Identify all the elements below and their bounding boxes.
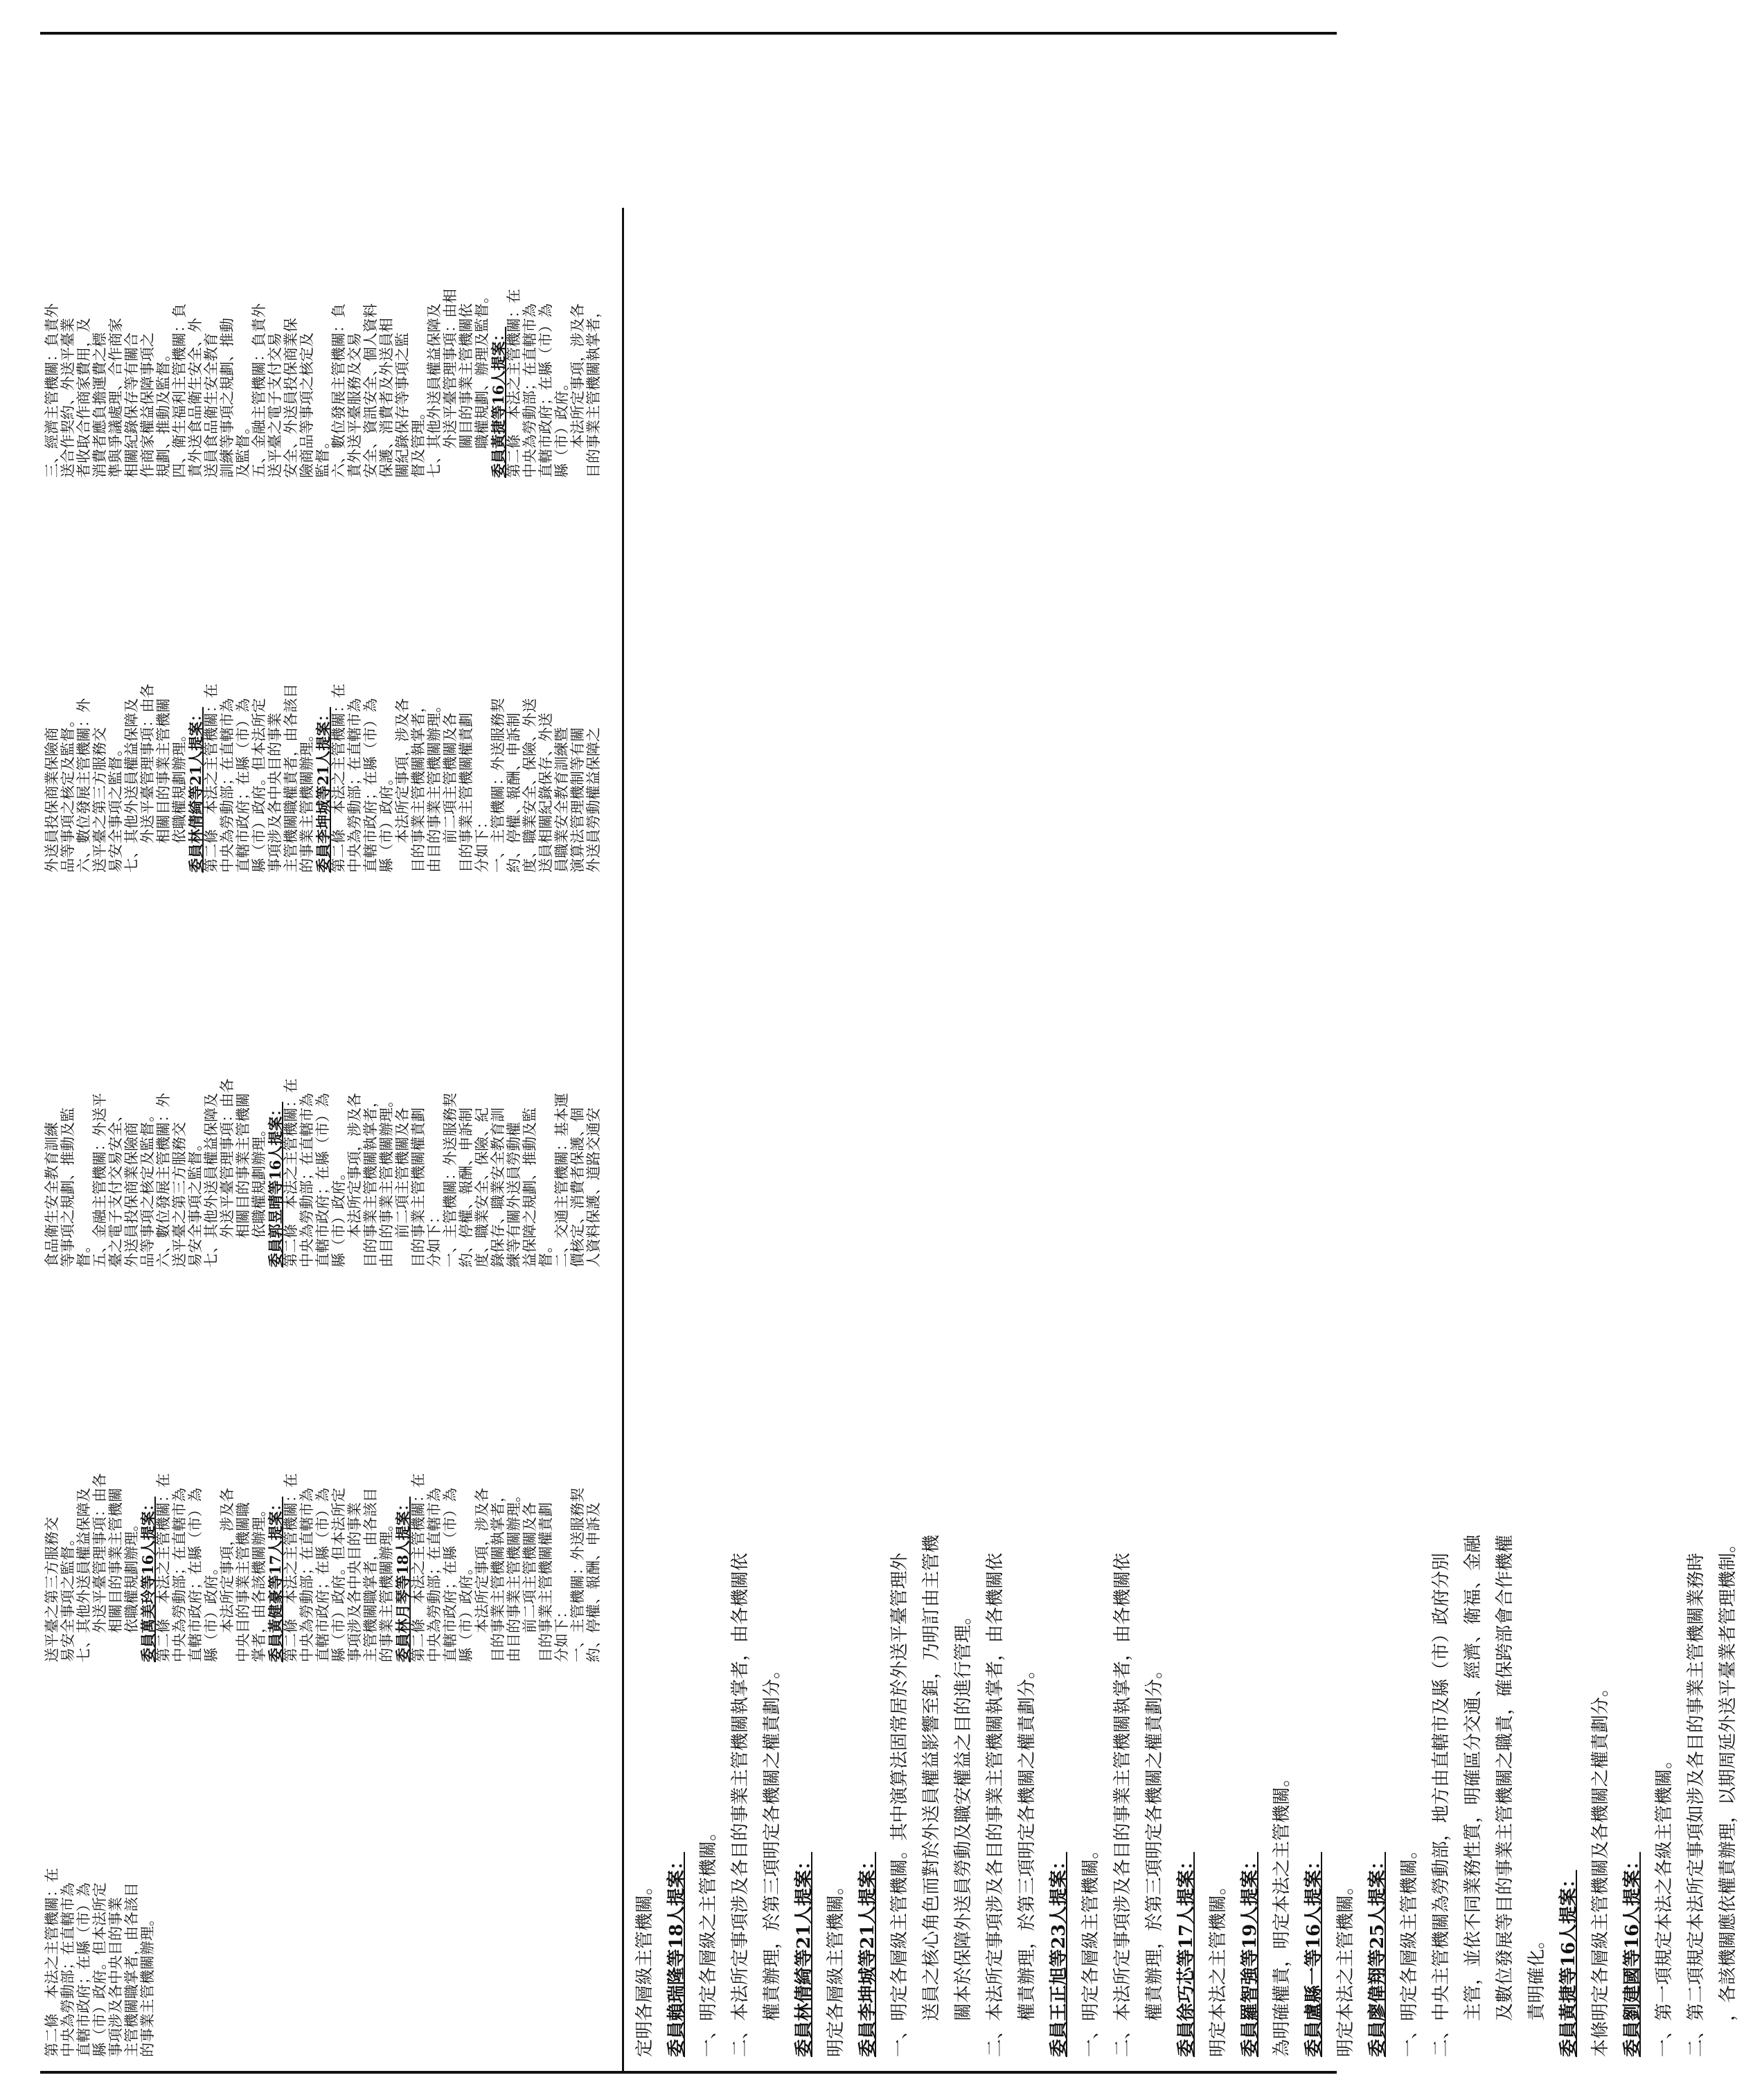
text-line: 責外送食品衛生安全、外: [187, 318, 204, 478]
proposer-heading: 委員李坤城等21人提案：: [314, 706, 332, 873]
text-line: 第二條 本法之主管機關：在: [330, 684, 347, 873]
text-line: 外送平臺管理事項：由相: [442, 289, 459, 478]
proposal-column: [44, 485, 602, 873]
text-line: 分如下：: [474, 815, 490, 873]
text-line: 督。: [537, 1238, 554, 1267]
text-line: 第二條 本法之主管機關：在: [283, 1473, 299, 1662]
text-line: 的事業主管機關辦理。: [378, 1517, 395, 1662]
text-line: 七、其他外送員權益保障及: [123, 698, 140, 873]
text-line: 六、數位發展主管機關：外: [155, 1093, 172, 1267]
text-line: 人資料保護、道路交通安: [585, 1107, 602, 1267]
text-line: 送平臺之電子支付交易: [267, 332, 283, 478]
proposer-heading: 委員黃捷等16人提案：: [490, 326, 507, 478]
text-line: 關本於保障外送員勞動及職安權益之目的進行管理。: [953, 1606, 974, 2057]
proposal-column: [44, 48, 602, 478]
text-line: 前二項主管機關及各: [442, 713, 459, 873]
text-line: 責明確化。: [1527, 1930, 1547, 2057]
text-line: 的事業主管機關辦理。: [299, 727, 315, 873]
text-line: 本條明定各層級主管機關及各機關之權責劃分。: [1590, 1678, 1611, 2057]
text-line: 縣（市）政府。: [203, 1560, 220, 1662]
text-line: 安全、資訊安全、個人資料: [362, 303, 379, 478]
text-line: 險商品等事項之核定及: [299, 332, 315, 478]
text-line: 二、本法所定事項涉及各目的事業主管機關執掌者，由各機關依: [985, 1552, 1006, 2057]
text-line: 相關目的事業主管機關: [155, 698, 172, 873]
text-line: 事項涉及各中央目的事業: [346, 1502, 363, 1662]
text-line: 分如下：: [553, 1604, 570, 1662]
text-line: 食品衛生安全教育訓練: [44, 1122, 60, 1267]
bottom-rule: [40, 2071, 1337, 2074]
text-line: 為明確權責，明定本法之主管機關。: [1272, 1768, 1292, 2057]
text-line: 易安全事項之監督。: [107, 742, 124, 873]
proposer-heading: 委員王正旭等23人提案：: [1049, 1851, 1069, 2057]
text-line: 權責辦理，於第三項明定各機關之權責劃分。: [762, 1660, 783, 2057]
proposer-heading: 委員林倩綺等21人提案：: [794, 1851, 815, 2057]
text-line: 約、停權、報酬、申訴制: [506, 713, 522, 873]
text-line: 第二條 本法之主管機關：在: [155, 1473, 172, 1662]
text-line: 外送平臺管理事項：由各: [91, 1473, 108, 1662]
text-line: 送員食品衛生安全教育: [203, 332, 220, 478]
text-line: 第二條 本法之主管機關：在: [44, 1868, 60, 2057]
text-line: 三、經濟主管機關：負責外: [44, 303, 60, 478]
text-line: 目的事業主管機關權責劃: [458, 713, 474, 873]
text-line: ，各該機關應依權責辦理，以期周延外送平臺業者管理機制。: [1718, 1534, 1738, 2057]
text-line: 外送員投保商業保險商: [123, 1122, 140, 1267]
text-line: 相關紀錄保存等有關合: [123, 332, 140, 478]
text-line: 相關目的事業主管機關: [235, 1093, 251, 1267]
text-line: 主管，並依不同業務性質，明確區分交通、經濟、衛福、金融: [1463, 1534, 1484, 2057]
text-line: 度、職業安全、保險、紀: [474, 1107, 490, 1267]
text-line: 送平臺之第三方服務交: [91, 727, 108, 873]
explanation-section: [623, 35, 1738, 2071]
text-line: 明定本法之主管機關。: [1335, 1876, 1356, 2057]
text-line: 分如下：: [426, 1209, 443, 1267]
text-line: 直轄市政府；在縣（市）為: [314, 1093, 331, 1267]
proposer-heading: 委員林月琴等18人提案：: [394, 1496, 411, 1662]
text-line: 約、停權、報酬、申訴及: [585, 1502, 602, 1662]
proposer-heading: 委員萬美玲等16人提案：: [139, 1496, 157, 1662]
text-line: 監督。: [314, 434, 331, 478]
proposer-heading: 委員郭昱晴等16人提案：: [267, 1101, 284, 1267]
text-line: 價核定、消費者保護、個: [569, 1107, 586, 1267]
proposal-column: [44, 880, 602, 1267]
text-line: 第二條 本法之主管機關：在: [283, 1078, 299, 1267]
text-line: 中央為勞動部；在直轄市為: [299, 1093, 315, 1267]
text-line: 縣（市）政府。: [330, 1166, 347, 1267]
text-line: 縣（市）政府。: [553, 376, 570, 478]
text-line: 主管機關職掌者，由各該目: [123, 1883, 140, 2057]
text-line: 直轄市政府；在縣（市）為: [235, 698, 251, 873]
text-line: 關目的事業主管機關依: [458, 303, 474, 478]
text-line: 縣（市）政府。: [378, 771, 395, 873]
text-line: 臺之電子支付交易安全、: [107, 1107, 124, 1267]
text-line: 六、數位發展主管機關：負: [330, 303, 347, 478]
text-line: 二、第二項規定本法所定事項如涉及各目的事業主管機關業務時: [1686, 1552, 1707, 2057]
text-line: 責外送平臺服務及交易: [346, 332, 363, 478]
text-line: 訓練等事項之規劃、推動: [219, 318, 235, 478]
text-line: 一、明定各層級主管機關。: [1399, 1840, 1420, 2057]
text-line: 安全、外送員投保商業保: [283, 318, 299, 478]
text-line: 明定本法之主管機關。: [1208, 1876, 1229, 2057]
text-line: 直轄市政府；在縣（市）為: [362, 698, 379, 873]
text-line: 掌者，由各該機關辦理。: [251, 1502, 267, 1662]
text-line: 易安全事項之監督。: [60, 1531, 76, 1662]
text-line: 目的事業主管機關執掌者，: [362, 1093, 379, 1267]
text-line: 一、主管機關：外送服務契: [442, 1093, 459, 1267]
text-line: 中央為勞動部；在直轄市為: [299, 1488, 315, 1662]
proposal-column: [44, 1669, 156, 2057]
text-line: 外送員勞動權益保障之: [585, 727, 602, 873]
text-line: 一、第一項規定本法之各級主管機關。: [1654, 1750, 1675, 2057]
text-line: 本法所定事項，涉及各: [394, 698, 411, 873]
text-line: 保護、消費者及外送員相: [378, 318, 395, 478]
text-line: 送平臺之第三方服務交: [44, 1517, 60, 1662]
text-line: 等事項之規劃、推動及監: [60, 1107, 76, 1267]
text-line: 直轄市政府；在縣（市）為: [537, 303, 554, 478]
text-line: 一、主管機關：外送服務契: [569, 1488, 586, 1662]
text-line: 送平臺之第三方服務交: [171, 1122, 188, 1267]
text-line: 外送平臺管理事項：由各: [139, 684, 156, 873]
text-line: 作商家權益保障事項之: [139, 332, 156, 478]
text-line: 度、職業安全、保險、外送: [522, 698, 538, 873]
text-line: 本法所定事項，涉及各: [219, 1488, 235, 1662]
text-line: 及數位發展等目的事業主管機關之職責，確保跨部會合作機權: [1495, 1534, 1515, 2057]
text-line: 一、明定各層級主管機關。: [1080, 1840, 1101, 2057]
text-line: 約、停權、報酬、申訴制: [458, 1107, 474, 1267]
text-line: 送員相關紀錄保存、外送: [537, 713, 554, 873]
text-line: 中央為勞動部；在直轄市為: [171, 1488, 188, 1662]
text-line: 定明各層級主管機關。: [634, 1876, 655, 2057]
text-line: 依職權規劃辦理。: [251, 1122, 267, 1267]
text-line: 二、中央主管機關為勞動部，地方由直轄市及縣（市）政府分別: [1431, 1552, 1452, 2057]
text-line: 一、明定各層級主管機關。其中演算法固常居於外送平臺管理外: [889, 1552, 910, 2057]
text-line: 事項涉及各中央目的事業: [107, 1897, 124, 2057]
text-line: 本法所定事項，涉及各: [569, 303, 586, 478]
text-line: 二、本法所定事項涉及各目的事業主管機關執掌者，由各機關依: [1112, 1552, 1133, 2057]
proposer-heading: 委員羅智強等19人提案：: [1240, 1851, 1261, 2057]
text-line: 中央為勞動部；在直轄市為: [60, 1883, 76, 2057]
text-line: 主管機關職權責者，由各該目: [283, 684, 299, 873]
proposer-heading: 委員賴瑞隆等18人提案：: [666, 1851, 687, 2057]
text-line: 外送員投保商業保險商: [44, 727, 60, 873]
text-line: 縣（市）政府。: [458, 1560, 474, 1662]
explanation-column: [629, 48, 1744, 2057]
text-line: 錄保存、職業安全教育訓: [490, 1107, 506, 1267]
text-line: 縣（市）政府。但本法所定: [251, 698, 267, 873]
text-line: 中央為勞動部；在直轄市為: [219, 698, 235, 873]
proposer-heading: 委員廖偉翔等25人提案：: [1367, 1851, 1388, 2057]
text-line: 直轄市政府；在縣（市）為: [187, 1488, 204, 1662]
text-line: 關紀錄保存等事項之監: [394, 332, 411, 478]
text-line: 易安全事項之監督。: [187, 1137, 204, 1267]
text-line: 本法所定事項，涉及各: [346, 1093, 363, 1267]
text-line: 益保障之規劃、推動及監: [522, 1107, 538, 1267]
text-line: 目的事業主管機關執掌者，: [585, 303, 602, 478]
proposer-heading: 委員黃健豪等17人提案：: [267, 1496, 284, 1662]
text-line: 縣（市）政府。但本法所定: [91, 1883, 108, 2057]
text-line: 規劃、推動及監督。: [155, 347, 172, 478]
text-line: 中央為勞動部；在直轄市為: [426, 1488, 443, 1662]
text-line: 五、金融主管機關：外送平: [91, 1093, 108, 1267]
text-line: 中央為勞動部；在直轄市為: [522, 303, 538, 478]
text-line: 消費者應負擔運費之標: [91, 332, 108, 478]
text-line: 五、金融主管機關：負責外: [251, 303, 267, 478]
text-line: 品等事項之核定及監督。: [60, 713, 76, 873]
text-line: 目的事業主管機關權責劃: [537, 1502, 554, 1662]
text-line: 七、其他外送員權益保障及: [75, 1488, 92, 1662]
text-line: 縣（市）政府。但本法所定: [330, 1488, 347, 1662]
text-line: 明定各層級主管機關。: [826, 1876, 846, 2057]
text-line: 四、衛生福利主管機關：負: [171, 303, 188, 478]
text-line: 準與爭議處理、合作商家: [107, 318, 124, 478]
text-line: 的事業主管機關辦理。: [139, 1912, 156, 2057]
text-line: 督及管理。: [410, 405, 427, 478]
text-line: 送員之核心角色而對於外送員權益影響至鉅，乃明訂由主管機: [921, 1534, 942, 2057]
text-line: 督。: [75, 1238, 92, 1267]
text-line: 前二項主管機關及各: [522, 1502, 538, 1662]
text-line: 前二項主管機關及各: [394, 1107, 411, 1267]
text-line: 由目的事業主管機關辦理。: [506, 1488, 522, 1662]
proposer-heading: 委員李坤城等21人提案：: [857, 1851, 878, 2057]
text-line: 品等事項之核定及監督。: [139, 1107, 156, 1267]
text-line: 七、其他外送員權益保障及: [426, 303, 443, 478]
text-line: 中央目的事業主管機關職: [235, 1502, 251, 1662]
text-line: 一、主管機關：外送服務契: [490, 698, 506, 873]
text-line: 直轄市政府；在縣（市）為: [442, 1488, 459, 1662]
text-line: 目的事業主管機關權責劃: [410, 1107, 427, 1267]
text-line: 二、交通主管機關：基本運: [553, 1093, 570, 1267]
text-line: 依職權規劃辦理。: [123, 1517, 140, 1662]
text-line: 第二條 本法之主管機關：在: [506, 289, 522, 478]
proposal-text-section: [40, 35, 622, 2071]
text-line: 職權規劃、辦理及監督。: [474, 289, 490, 478]
text-line: 六、數位發展主管機關：外: [75, 698, 92, 873]
text-line: 依職權規劃辦理。: [171, 727, 188, 873]
text-line: 二、本法所定事項涉及各目的事業主管機關執掌者，由各機關依: [730, 1552, 751, 2057]
text-line: 由目的事業主管機關辦理。: [378, 1093, 395, 1267]
text-line: 第二條 本法之主管機關：在: [410, 1473, 427, 1662]
text-line: 練等有關外送員勞動權: [506, 1122, 522, 1267]
text-line: 員職業安全教育訓練暨: [553, 727, 570, 873]
text-line: 目的事業主管機關執掌者，: [490, 1488, 506, 1662]
text-line: 權責辦理，於第三項明定各機關之權責劃分。: [1144, 1660, 1165, 2057]
text-line: 由目的事業主管機關辦理。: [426, 698, 443, 873]
text-line: 外送平臺管理事項：由各: [219, 1078, 235, 1267]
text-line: 及監督。: [235, 420, 251, 478]
text-line: 演算法管理機制等有關: [569, 727, 586, 873]
text-line: 事項涉及各中央目的事業: [267, 713, 283, 873]
text-line: 權責辦理，於第三項明定各機關之權責劃分。: [1017, 1660, 1038, 2057]
text-line: 送合作契約、外送平臺業: [60, 318, 76, 478]
proposer-heading: 委員盧縣一等16人提案：: [1303, 1851, 1324, 2057]
text-line: 中央為勞動部；在直轄市為: [346, 698, 363, 873]
text-line: 相關目的事業主管機關: [107, 1488, 124, 1662]
proposer-heading: 委員林倩綺等21人提案：: [187, 706, 204, 873]
text-line: 一、明定各層級之主管機關。: [698, 1822, 719, 2057]
text-line: 七、其他外送員權益保障及: [203, 1093, 220, 1267]
text-line: 目的事業主管機關執掌者，: [410, 698, 427, 873]
text-line: 主管機關職掌者，由各該目: [362, 1488, 379, 1662]
text-line: 直轄市政府；在縣（市）為: [314, 1488, 331, 1662]
proposal-column: [44, 1274, 602, 1662]
proposer-heading: 委員黃捷等16人提案：: [1558, 1869, 1579, 2057]
proposer-heading: 委員徐巧芯等17人提案：: [1176, 1851, 1197, 2057]
text-line: 本法所定事項，涉及各: [474, 1488, 490, 1662]
text-line: 直轄市政府；在縣（市）為: [75, 1883, 92, 2057]
text-line: 第二條 本法之主管機關：在: [203, 684, 220, 873]
text-line: 者收取合作商家費用，及: [75, 318, 92, 478]
proposer-heading: 委員劉建國等16人提案：: [1622, 1851, 1643, 2057]
